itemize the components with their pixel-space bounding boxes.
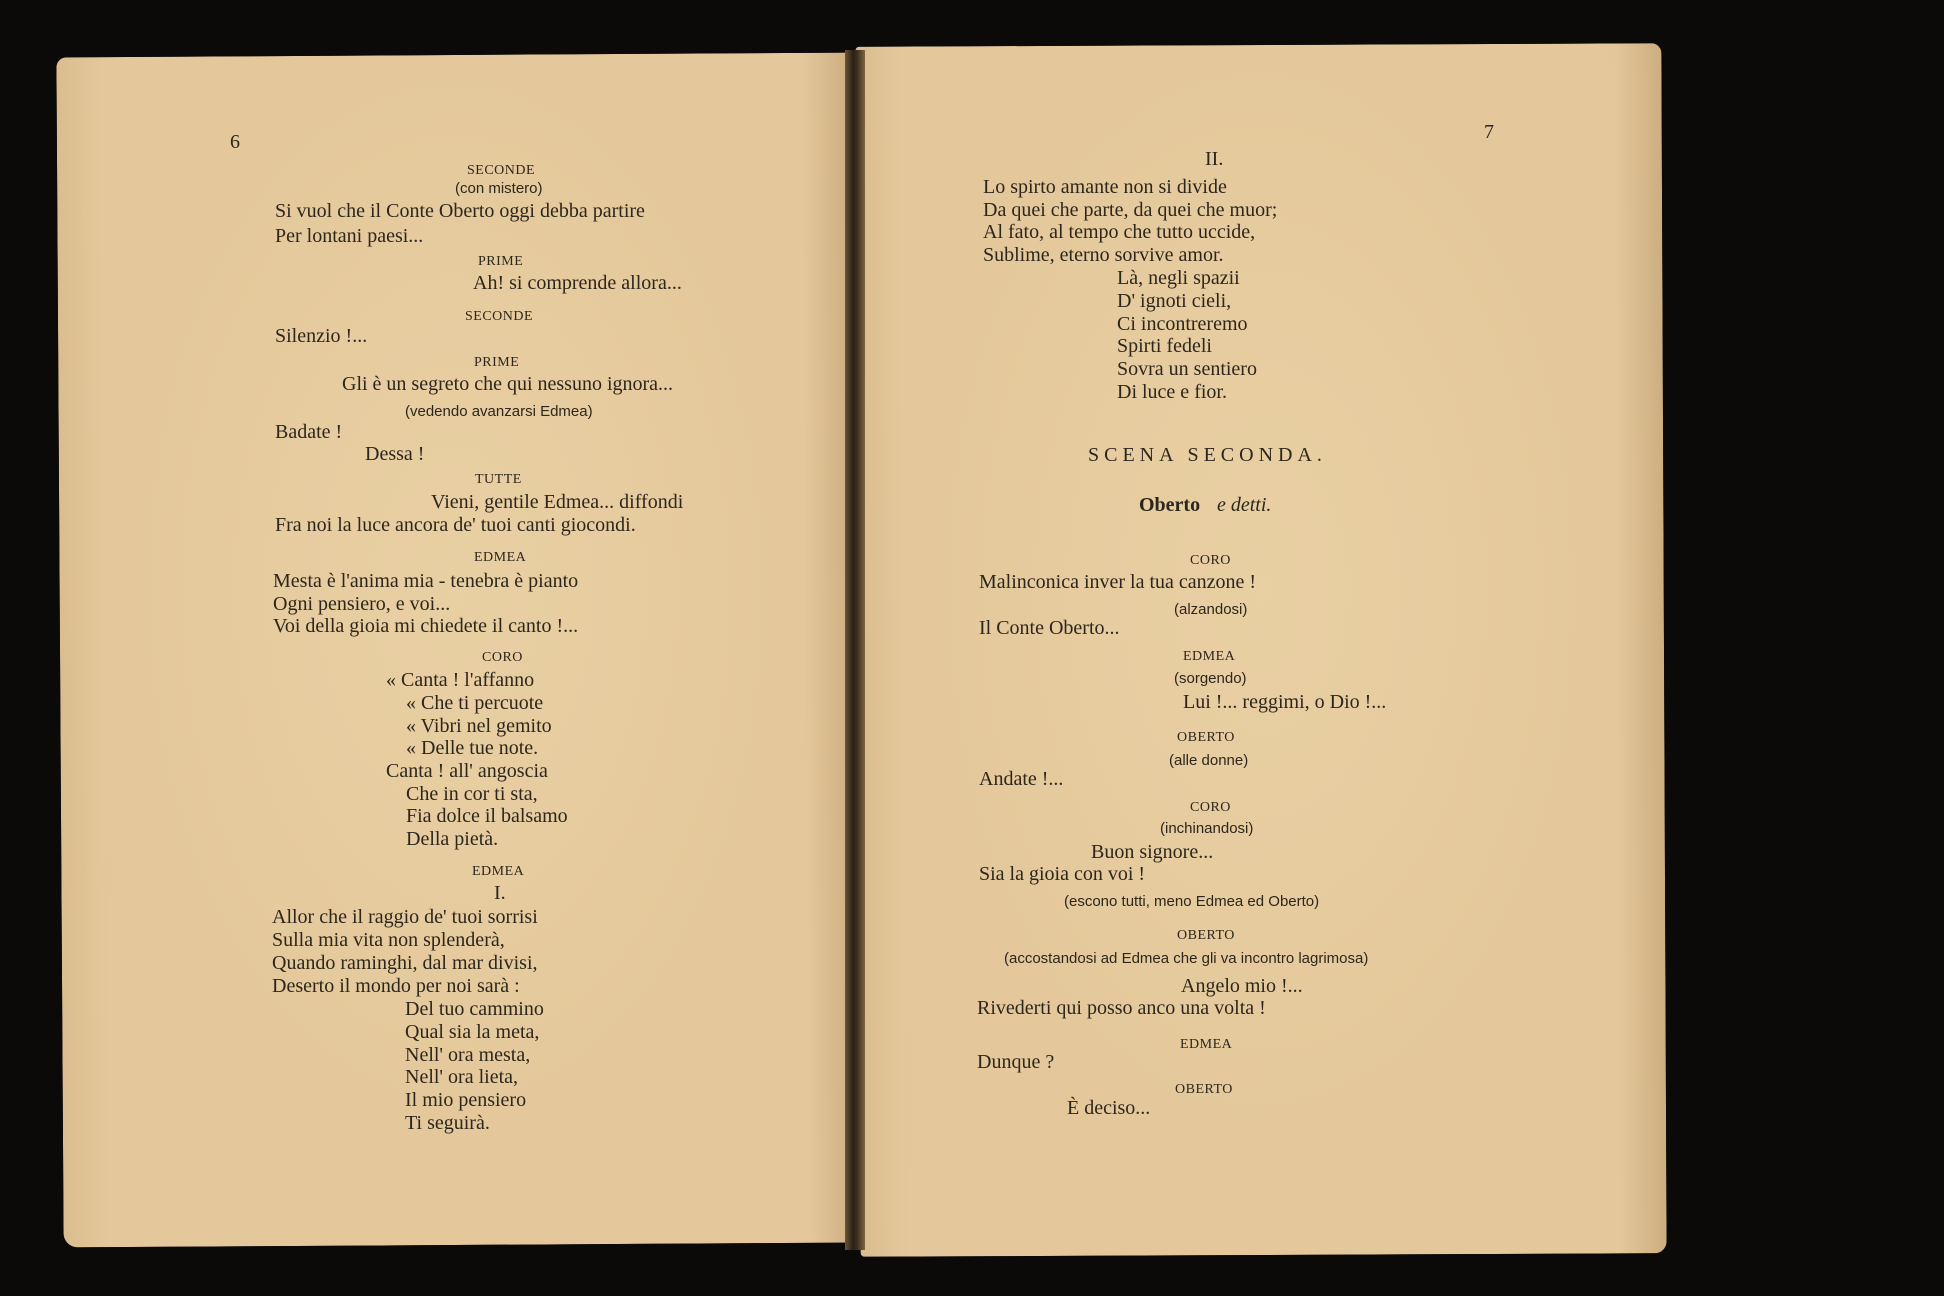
speaker-label: OBERTO [1177,730,1235,745]
speaker-label: CORO [482,650,523,665]
speaker-label: OBERTO [1177,928,1235,943]
stage-direction: (accostandosi ad Edmea che gli va incontro lagrimosa) [1004,950,1369,967]
speaker-label: CORO [1190,553,1231,568]
verse-line: Gli è un segreto che qui nessuno ignora... [342,373,674,395]
verse-line: « Che ti percuote [406,692,544,714]
speaker-label: PRIME [474,355,520,370]
verse-line: Canta ! all' angoscia [386,760,548,782]
stanza-number: II. [1205,148,1224,170]
verse-line: D' ignoti cieli, [1117,290,1232,312]
verse-line: È deciso... [1067,1097,1151,1119]
verse-line: « Canta ! l'affanno [386,669,535,691]
right-page [855,43,1666,1257]
verse-line: Lui !... reggimi, o Dio !... [1183,691,1387,713]
speaker-label: EDMEA [1183,649,1236,664]
speaker-label: EDMEA [1180,1037,1233,1052]
stage-direction: (alzandosi) [1174,601,1248,618]
stage-direction: (sorgendo) [1174,670,1247,687]
stage-direction: (escono tutti, meno Edmea ed Oberto) [1064,893,1320,910]
verse-line: Mesta è l'anima mia - tenebra è pianto [273,570,579,592]
speaker-label: OBERTO [1175,1082,1233,1097]
verse-line: Ti seguirà. [405,1112,490,1134]
verse-line: Il Conte Oberto... [979,617,1120,639]
verse-line: Badate ! [275,421,343,443]
verse-line: Ci incontreremo [1117,313,1248,335]
verse-line: « Delle tue note. [406,737,539,759]
book-gutter [845,50,865,1250]
stage-direction: (vedendo avanzarsi Edmea) [405,403,593,420]
verse-line: Si vuol che il Conte Oberto oggi debba partire [275,200,645,222]
verse-line: Da quei che parte, da quei che muor; [983,199,1278,221]
verse-line: « Vibri nel gemito [406,715,552,737]
speaker-label: EDMEA [474,550,527,565]
verse-line: Là, negli spazii [1117,267,1240,289]
verse-line: Nell' ora lieta, [405,1066,518,1088]
scene-heading: SCENA SECONDA. [1088,444,1327,466]
verse-line: Sia la gioia con voi ! [979,863,1146,885]
verse-line: Fra noi la luce ancora de' tuoi canti giocondi. [275,514,636,536]
verse-line: Ogni pensiero, e voi... [273,593,451,615]
verse-line: Vieni, gentile Edmea... diffondi [431,491,684,513]
verse-line: Deserto il mondo per noi sarà : [272,975,520,997]
verse-line: Sovra un sentiero [1117,358,1257,380]
verse-line: Silenzio !... [275,325,368,347]
verse-line: Malinconica inver la tua canzone ! [979,571,1257,593]
scene-characters-note: e detti. [1217,494,1272,516]
verse-line: Al fato, al tempo che tutto uccide, [983,221,1256,243]
stage-direction: (inchinandosi) [1160,820,1254,837]
verse-line: Di luce e fior. [1117,381,1227,403]
verse-line: Voi della gioia mi chiedete il canto !... [273,615,579,637]
speaker-label: SECONDE [467,163,536,178]
verse-line: Qual sia la meta, [405,1021,540,1043]
verse-line: Della pietà. [406,828,499,850]
verse-line: Buon signore... [1091,841,1214,863]
speaker-label: PRIME [478,254,524,269]
speaker-label: EDMEA [472,864,525,879]
verse-line: Fia dolce il balsamo [406,805,568,827]
verse-line: Andate !... [979,768,1064,790]
verse-line: Ah! si comprende allora... [473,272,682,294]
speaker-label: TUTTE [475,472,522,487]
verse-line: Allor che il raggio de' tuoi sorrisi [272,906,538,928]
verse-line: Lo spirto amante non si divide [983,176,1227,198]
verse-line: Dunque ? [977,1051,1055,1073]
verse-line: Il mio pensiero [405,1089,527,1111]
speaker-label: CORO [1190,800,1231,815]
verse-line: Per lontani paesi... [275,225,424,247]
verse-line: Del tuo cammino [405,998,544,1020]
verse-line: Dessa ! [365,443,425,465]
page-number-right: 7 [1484,121,1494,143]
verse-line: Angelo mio !... [1181,975,1303,997]
scene-characters: Oberto [1139,494,1201,516]
verse-line: Nell' ora mesta, [405,1044,531,1066]
verse-line: Sulla mia vita non splenderà, [272,929,505,951]
verse-line: Spirti fedeli [1117,335,1212,357]
verse-line: Quando raminghi, dal mar divisi, [272,952,538,974]
verse-line: Sublime, eterno sorvive amor. [983,244,1224,266]
verse-line: Rivederti qui posso anco una volta ! [977,997,1266,1019]
verse-line: Che in cor ti sta, [406,783,538,805]
page-number-left: 6 [230,131,240,153]
stage-direction: (con mistero) [455,180,543,197]
speaker-label: SECONDE [465,309,534,324]
stage-direction: (alle donne) [1169,752,1249,769]
verse-line: I. [494,882,506,904]
